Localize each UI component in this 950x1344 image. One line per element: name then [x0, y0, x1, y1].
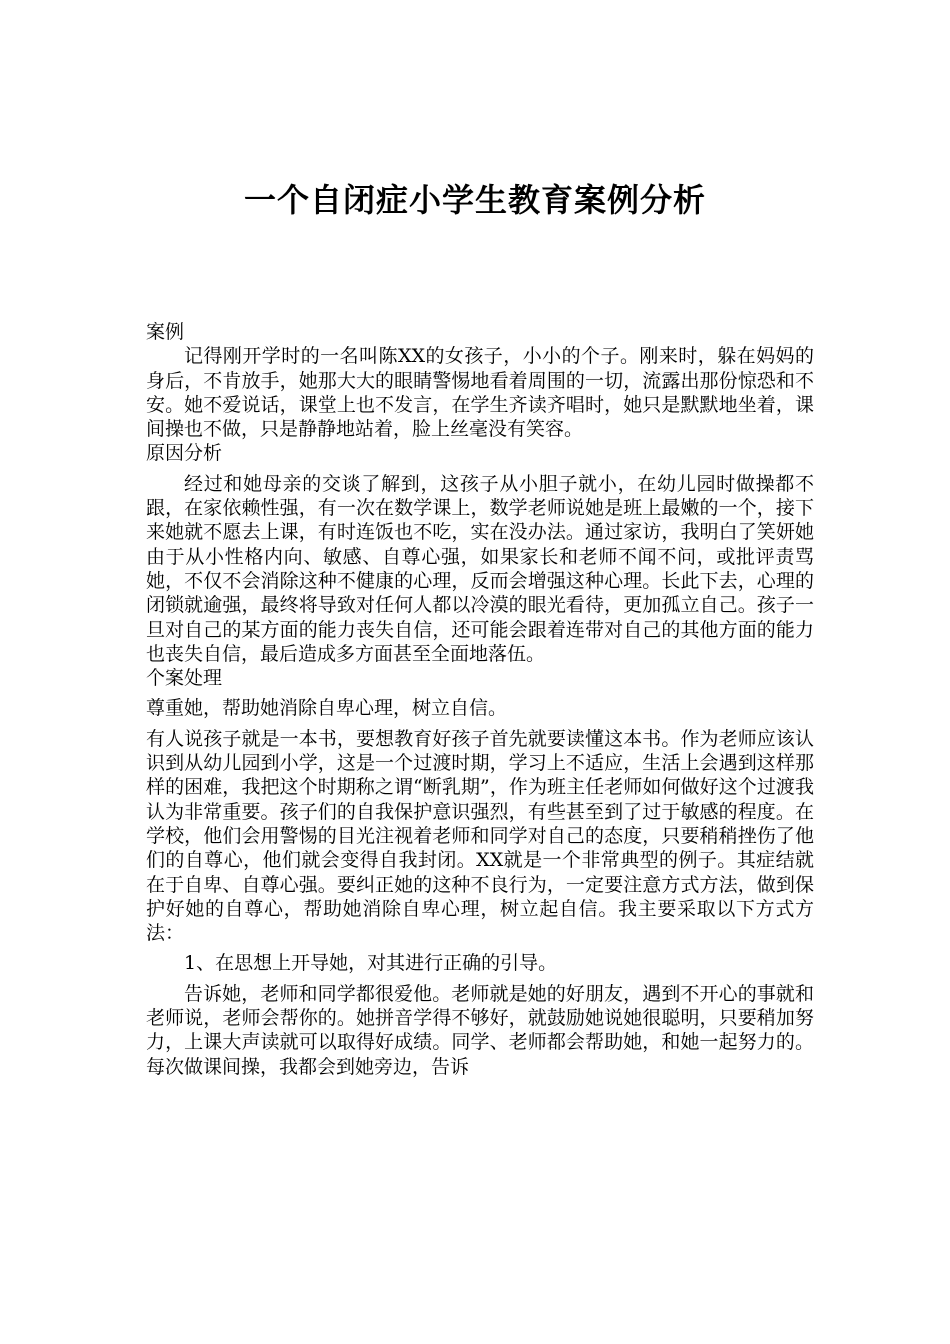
document-body	[146, 320, 814, 1079]
handling-paragraph: 有人说孩子就是一本书，要想教育好孩子首先就要读懂这本书。作为老师应该认识到从幼儿园到小学，这是一个过渡时期，学习上不适应，生活上会遇到这样那样的困难，我把这个时期称之谓“断乳期”，作为班主任老师如何做好这个过渡我认为非常重要。孩子们的自我保护意识强烈，有些甚至到了过于敏感的程度。在学校，他们会用警惕的目光注视着老师和同学对自己的态度，只要稍稍挫伤了他们的自尊心，他们就会变得自我封闭。XX就是一个非常典型的例子。其症结就在于自卑、自尊心强。要纠正她的这种不良行为，一定要注意方式方法，做到保护好她的自尊心，帮助她消除自卑心理，树立起自信。我主要采取以下方式方法：	[146, 727, 814, 945]
handling-subheading: 尊重她，帮助她消除自卑心理，树立自信。	[146, 697, 508, 720]
cause-paragraph: 经过和她母亲的交谈了解到，这孩子从小胆子就小，在幼儿园时做操都不跟，在家依赖性强，有一次在数学课上，数学老师说她是班上最嫩的一个，接下来她就不愿去上课，有时连饭也不吃，实在没办法。通过家访，我明白了笑妍她由于从小性格内向、敏感、自尊心强，如果家长和老师不闻不问，或批评责骂她，不仅不会消除这种不健康的心理，反而会增强这种心理。长此下去，心理的闭锁就逾强，最终将导致对任何人都以冷漠的眼光看待，更加孤立自己。孩子一旦对自己的某方面的能力丧失自信，还可能会跟着连带对自己的其他方面的能力也丧失自信，最后造成多方面甚至全面地落伍。	[146, 472, 814, 665]
section-heading-cause: 原因分析	[146, 442, 223, 465]
section-heading-handling: 个案处理	[146, 667, 223, 690]
section-heading-case: 案例	[146, 321, 185, 343]
method-1-paragraph: 告诉她，老师和同学都很爱他。老师就是她的好朋友，遇到不开心的事就和老师说，老师会帮你的。她拼音学得不够好，就鼓励她说她很聪明，只要稍加努力，上课大声读就可以取得好成绩。同学、老师都会帮助她，和她一起努力的。每次做课间操，我都会到她旁边，告诉	[146, 982, 814, 1078]
document-title: 一个自闭症小学生教育案例分析	[243, 181, 706, 219]
case-paragraph: 记得刚开学时的一名叫陈XX的女孩子，小小的个子。刚来时，躲在妈妈的身后，不肯放手，她那大大的眼睛警惕地看着周围的一切，流露出那份惊恐和不安。她不爱说话，课堂上也不发言，在学生齐读齐唱时，她只是默默地坐着，课间操也不做，只是静静地站着，脸上丝毫没有笑容。	[146, 345, 814, 441]
method-1-heading: 1、在思想上开导她，对其进行正确的引导。	[184, 952, 558, 975]
